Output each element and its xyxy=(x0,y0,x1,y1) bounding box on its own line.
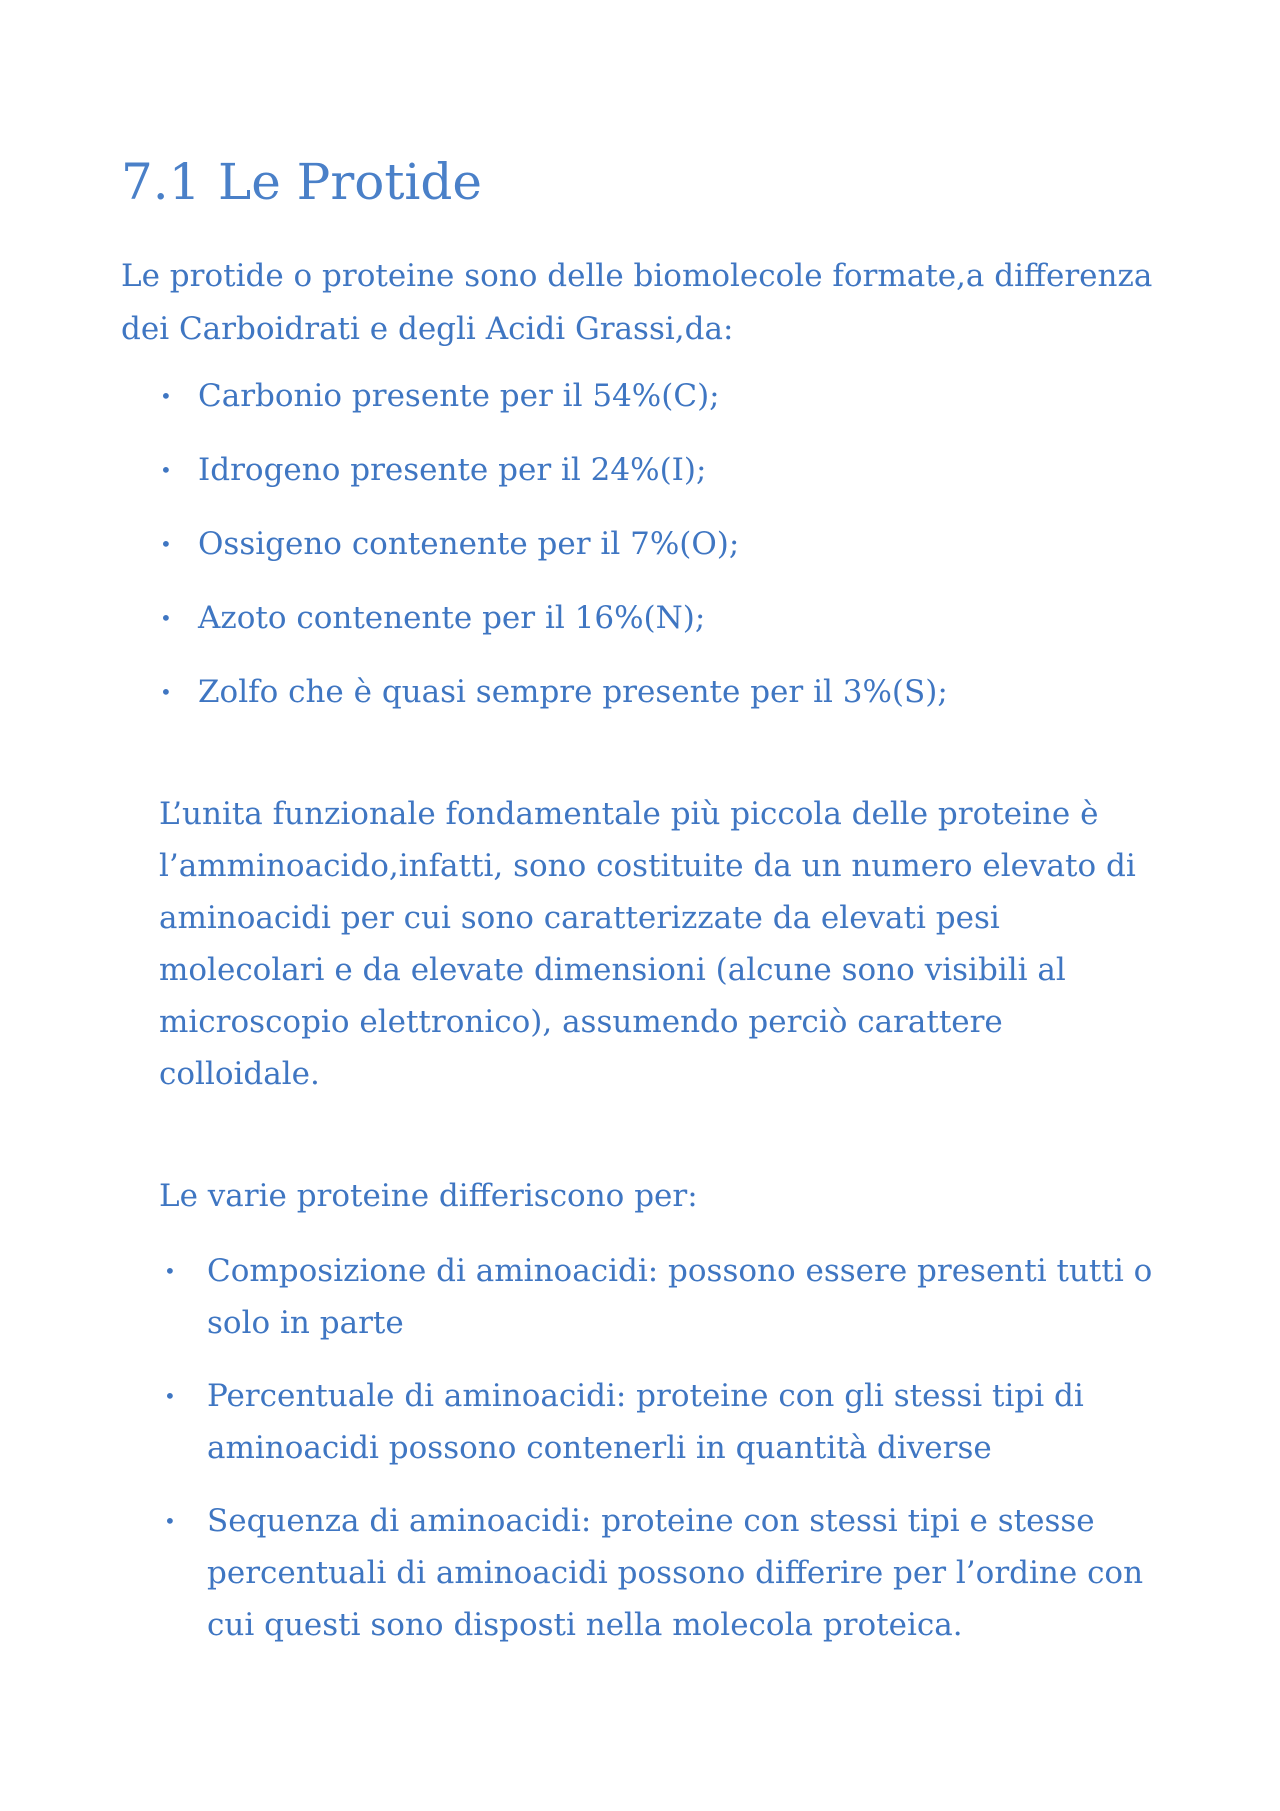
list-item xyxy=(160,666,1160,718)
bullet: • xyxy=(160,532,172,556)
bullet: • xyxy=(160,680,172,704)
list-item-text: Sequenza di aminoacidi: proteine con stessi tipi e stesse percentuali di aminoacidi possono differire per l’ordine con cui questi sono disposti nella molecola proteica. xyxy=(207,1503,1144,1643)
list-item-text: Composizione di aminoacidi: possono essere presenti tutti o solo in parte xyxy=(207,1253,1153,1341)
bullet: • xyxy=(160,458,172,482)
differences-lead: Le varie proteine differiscono per: xyxy=(159,1178,698,1214)
bullet: • xyxy=(160,606,172,630)
list-item xyxy=(164,1495,1164,1651)
intro-paragraph: Le protide o proteine sono delle biomolecole formate,a differenza dei Carboidrati e degli Acidi Grassi,da: xyxy=(121,258,1153,347)
list-item xyxy=(160,518,1160,570)
bullet: • xyxy=(160,384,172,408)
list-item xyxy=(160,370,1160,422)
list-item-text: Azoto contenente per il 16%(N); xyxy=(198,600,706,636)
section-heading xyxy=(121,152,482,212)
bullet: • xyxy=(164,1384,176,1408)
list-item xyxy=(164,1370,1164,1474)
bullet: • xyxy=(164,1259,176,1283)
list-item xyxy=(160,592,1160,644)
list-item-text: Ossigeno contenente per il 7%(O); xyxy=(198,526,740,562)
list-item-text: Carbonio presente per il 54%(C); xyxy=(198,378,720,414)
list-item-text: Percentuale di aminoacidi: proteine con gli stessi tipi di aminoacidi possono contenerli in quantità diverse xyxy=(207,1378,1084,1466)
bullet: • xyxy=(164,1509,176,1533)
section-number: 7.1 xyxy=(121,153,201,211)
list-item xyxy=(164,1245,1164,1349)
element-list xyxy=(160,370,1160,740)
body-paragraph: L’unita funzionale fondamentale più piccola delle proteine è l’amminoacido,infatti, sono costituite da un numero elevato di aminoacidi per cui sono caratterizzate da elevati pesi molecolari e da elevate dimensioni (alcune sono visibili al microscopio elettronico), assumendo perciò carattere colloidale. xyxy=(159,796,1136,1092)
differences-list xyxy=(164,1245,1164,1672)
list-item-text: Zolfo che è quasi sempre presente per il 3%(S); xyxy=(198,674,948,710)
list-item-text: Idrogeno presente per il 24%(I); xyxy=(198,452,707,488)
list-item xyxy=(160,444,1160,496)
section-title: Le Protide xyxy=(218,153,483,211)
